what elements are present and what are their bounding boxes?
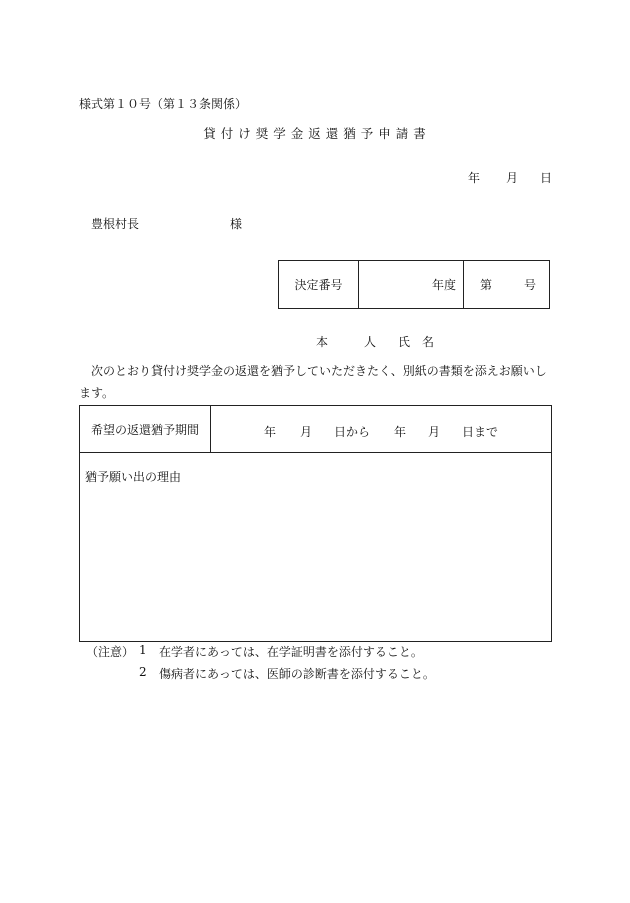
form-title: 貸付け奨学金返還猶予申請書 [203, 126, 431, 141]
period-start-day: 日から [334, 425, 371, 439]
period-end-year: 年 [394, 425, 407, 439]
decision-fiscal-year-field[interactable] [359, 261, 464, 308]
period-start-year: 年 [264, 425, 277, 439]
note-text: 在学者にあっては、在学証明書を添付すること。 [159, 645, 423, 659]
applicant-char: 本 [316, 335, 329, 349]
decision-number-label: 決定番号 [279, 261, 359, 308]
period-field[interactable] [211, 406, 551, 452]
addressee: 豊根村長 [91, 217, 140, 231]
period-end-month: 月 [428, 425, 441, 439]
note-text: 傷病者にあっては、医師の診断書を添付すること。 [159, 667, 435, 681]
note-number: 1 [139, 643, 147, 657]
fiscal-year-label: 年度 [431, 278, 456, 292]
applicant-char: 人 [364, 335, 377, 349]
date-day-label: 日 [540, 171, 553, 185]
form-number: 様式第１０号（第１３条関係） [79, 97, 248, 111]
request-text: 次のとおり貸付け奨学金の返還を猶予していただきたく、別紙の書類を添えお願いします。 [79, 364, 547, 400]
go-label: 号 [523, 278, 536, 292]
dai-label: 第 [480, 278, 493, 292]
reason-label: 猶予願い出の理由 [85, 470, 182, 484]
date-year-label: 年 [468, 171, 481, 185]
applicant-char: 名 [422, 335, 435, 349]
period-start-month: 月 [300, 425, 313, 439]
period-label: 希望の返還猶予期間 [80, 406, 211, 452]
decision-number-box [278, 260, 550, 309]
period-row [80, 406, 551, 453]
applicant-char: 氏 [398, 335, 411, 349]
honorific: 様 [230, 217, 243, 231]
application-table [79, 405, 552, 642]
period-end-day: 日まで [462, 425, 499, 439]
date-month-label: 月 [506, 171, 519, 185]
note-number: 2 [139, 665, 147, 679]
decision-number-field[interactable] [464, 261, 550, 308]
notes-label: （注意） [86, 645, 135, 659]
